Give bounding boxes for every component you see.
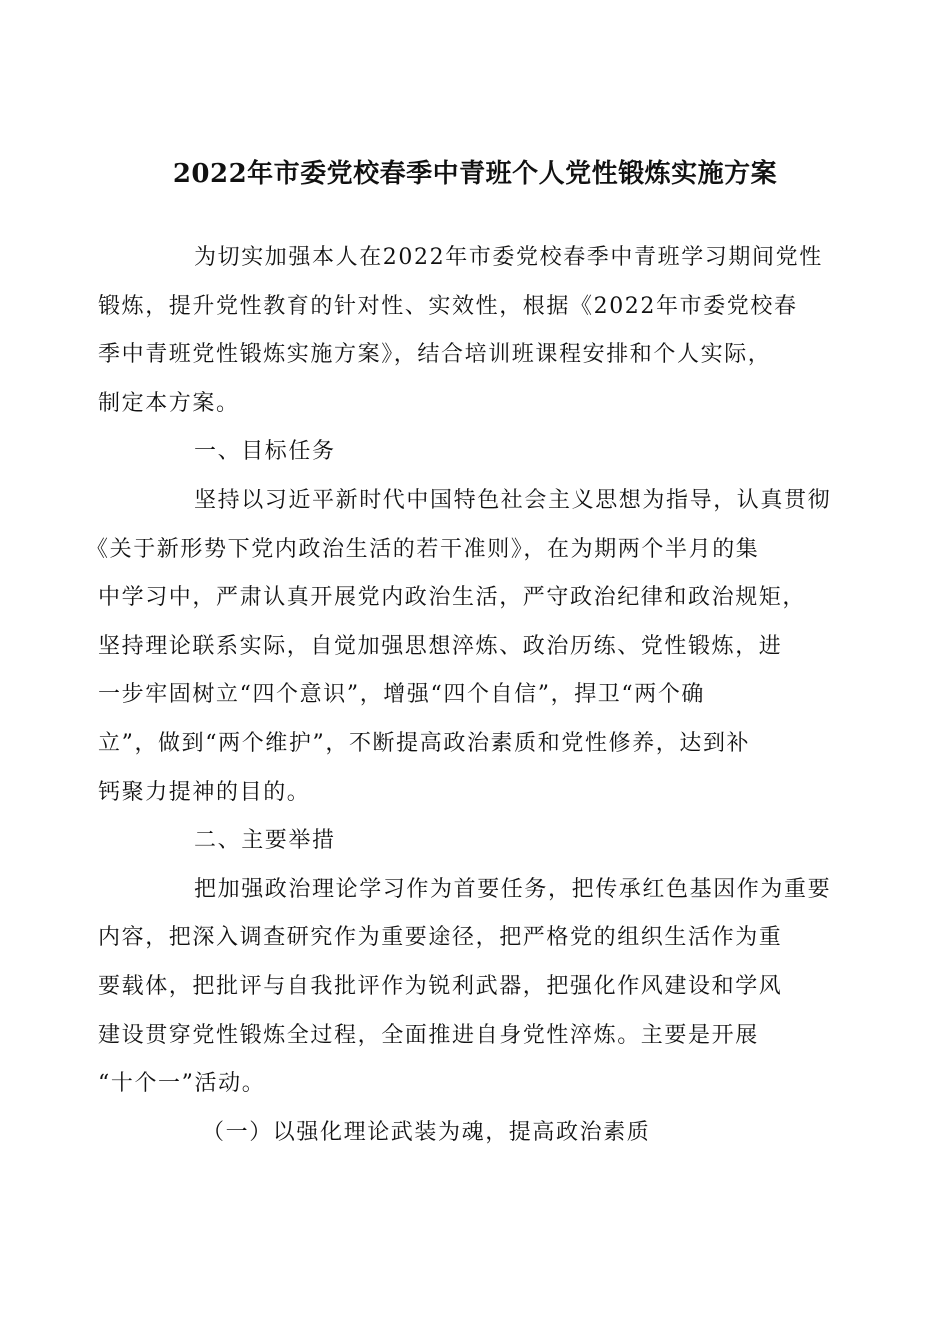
subsection-heading-theory: （一）以强化理论武装为魂，提高政治素质 [202, 1119, 651, 1145]
text-line: “十个一”活动。 [98, 1071, 266, 1097]
text-line: 《关于新形势下党内政治生活的若干准则》，在为期两个半月的集 [86, 536, 760, 562]
text-line: 把加强政治理论学习作为首要任务，把传承红色基因作为重要 [194, 876, 832, 902]
text-line: 坚持理论联系实际，自觉加强思想淬炼、政治历练、党性锻炼，进 [98, 633, 783, 659]
text-line: 为切实加强本人在2022年市委党校春季中青班学习期间党性 [194, 245, 823, 270]
text-line: 钙聚力提神的目的。 [98, 779, 311, 805]
text-line: 锻炼，提升党性教育的针对性、实效性，根据《2022年市委党校春 [98, 293, 798, 319]
section-heading-goals: 一、目标任务 [194, 439, 336, 465]
text-line: 一步牢固树立“四个意识”，增强“四个自信”，捍卫“两个确 [98, 682, 706, 708]
document-body [86, 234, 832, 1157]
text-line: 季中青班党性锻炼实施方案》，结合培训班课程安排和个人实际， [98, 342, 772, 368]
text-line: 要载体，把批评与自我批评作为锐利武器，把强化作风建设和学风 [98, 973, 783, 999]
intro-paragraph [98, 234, 823, 428]
text-line: 坚持以习近平新时代中国特色社会主义思想为指导，认真贯彻 [194, 487, 832, 513]
document-title: 2022年市委党校春季中青班个人党性锻炼实施方案 [172, 159, 778, 189]
text-line: 建设贯穿党性锻炼全过程，全面推进自身党性淬炼。主要是开展 [98, 1022, 759, 1048]
text-line: 中学习中，严肃认真开展党内政治生活，严守政治纪律和政治规矩， [98, 585, 807, 611]
text-line: 制定本方案。 [98, 390, 240, 416]
measures-paragraph [98, 866, 832, 1109]
goals-paragraph [86, 477, 832, 817]
text-line: 立”，做到“两个维护”，不断提高政治素质和党性修养，达到补 [98, 730, 751, 756]
section-heading-measures: 二、主要举措 [194, 828, 336, 854]
text-line: 内容，把深入调查研究作为重要途径，把严格党的组织生活作为重 [98, 925, 783, 951]
